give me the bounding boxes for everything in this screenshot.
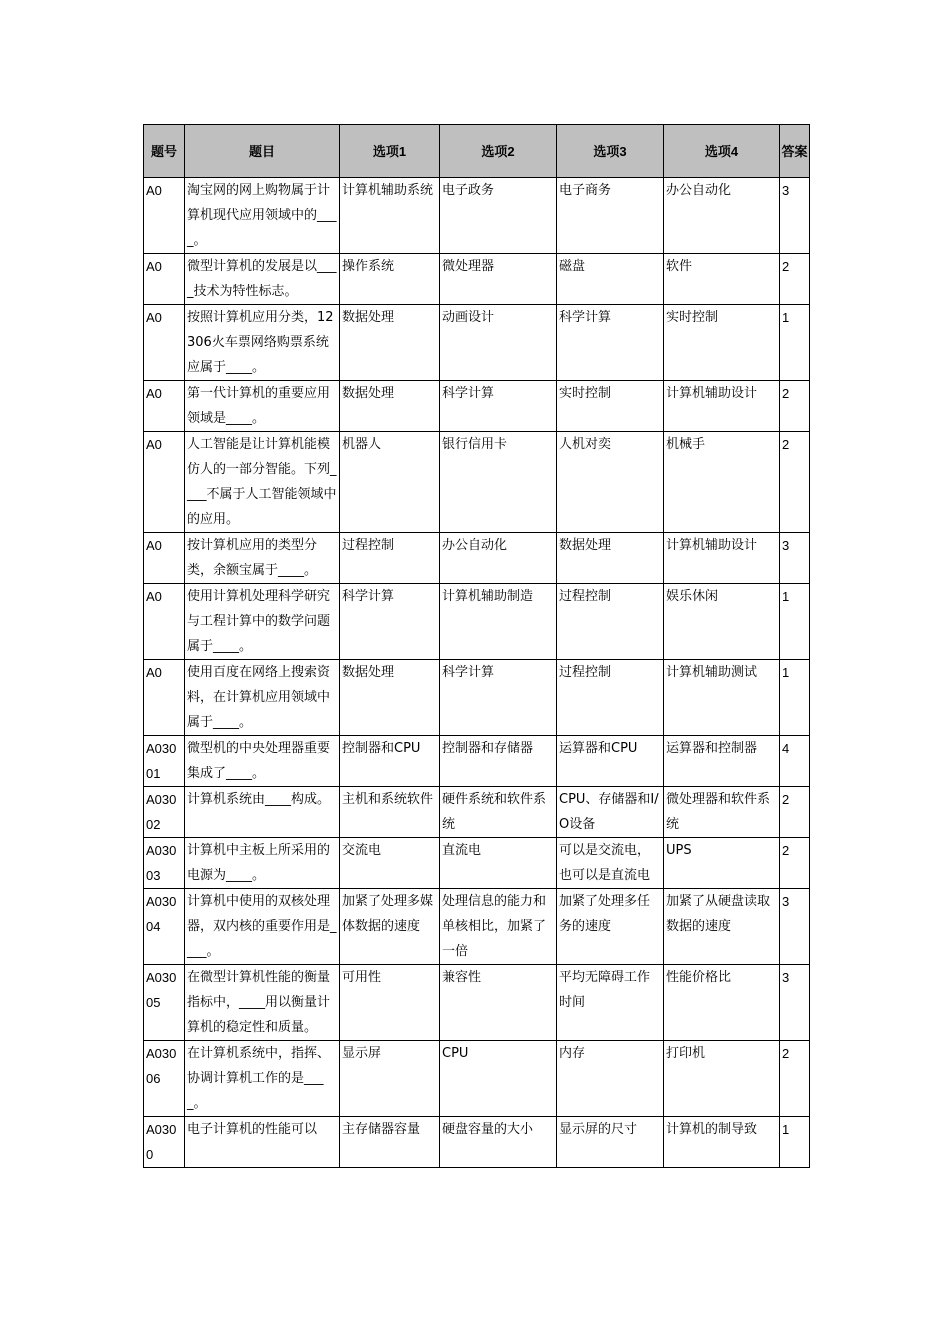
cell-option-2: CPU — [440, 1041, 557, 1117]
cell-id: A0 — [144, 254, 185, 305]
table-row — [144, 254, 810, 305]
cell-answer: 3 — [780, 533, 810, 584]
cell-id: A0 — [144, 533, 185, 584]
cell-option-4: 加紧了从硬盘读取数据的速度 — [664, 889, 780, 965]
cell-option-3: 磁盘 — [557, 254, 664, 305]
cell-answer: 2 — [780, 254, 810, 305]
cell-option-1: 交流电 — [340, 838, 440, 889]
cell-id: A03006 — [144, 1041, 185, 1117]
cell-option-1: 科学计算 — [340, 584, 440, 660]
cell-option-2: 计算机辅助制造 — [440, 584, 557, 660]
cell-answer: 4 — [780, 736, 810, 787]
cell-option-3: 过程控制 — [557, 660, 664, 736]
header-option-4: 选项4 — [664, 125, 780, 178]
cell-question: 使用百度在网络上搜索资料，在计算机应用领域中属于____。 — [185, 660, 340, 736]
cell-id: A03004 — [144, 889, 185, 965]
cell-option-4: 计算机辅助测试 — [664, 660, 780, 736]
cell-option-2: 直流电 — [440, 838, 557, 889]
table-row — [144, 736, 810, 787]
header-option-2: 选项2 — [440, 125, 557, 178]
table-row — [144, 432, 810, 533]
cell-option-2: 控制器和存储器 — [440, 736, 557, 787]
cell-option-3: CPU、存储器和I/O设备 — [557, 787, 664, 838]
cell-option-2: 硬盘容量的大小 — [440, 1117, 557, 1168]
question-table — [143, 124, 810, 1168]
header-option-3: 选项3 — [557, 125, 664, 178]
cell-question: 第一代计算机的重要应用领域是____。 — [185, 381, 340, 432]
header-answer: 答案 — [780, 125, 810, 178]
cell-question: 按照计算机应用分类，12306火车票网络购票系统应属于____。 — [185, 305, 340, 381]
cell-option-4: 软件 — [664, 254, 780, 305]
table-row — [144, 787, 810, 838]
cell-question: 微型计算机的发展是以____技术为特性标志。 — [185, 254, 340, 305]
cell-option-3: 加紧了处理多任务的速度 — [557, 889, 664, 965]
cell-option-4: 机械手 — [664, 432, 780, 533]
cell-answer: 3 — [780, 178, 810, 254]
cell-option-1: 计算机辅助系统 — [340, 178, 440, 254]
cell-id: A03001 — [144, 736, 185, 787]
cell-answer: 2 — [780, 838, 810, 889]
cell-option-2: 动画设计 — [440, 305, 557, 381]
cell-answer: 2 — [780, 432, 810, 533]
cell-question: 微型机的中央处理器重要集成了____。 — [185, 736, 340, 787]
cell-answer: 3 — [780, 889, 810, 965]
cell-option-4: 计算机辅助设计 — [664, 381, 780, 432]
cell-option-2: 微处理器 — [440, 254, 557, 305]
cell-id: A0 — [144, 660, 185, 736]
cell-answer: 1 — [780, 1117, 810, 1168]
cell-option-2: 科学计算 — [440, 660, 557, 736]
cell-option-3: 电子商务 — [557, 178, 664, 254]
cell-option-2: 科学计算 — [440, 381, 557, 432]
cell-option-1: 过程控制 — [340, 533, 440, 584]
cell-option-4: 办公自动化 — [664, 178, 780, 254]
cell-answer: 2 — [780, 381, 810, 432]
table-row — [144, 381, 810, 432]
table-row — [144, 584, 810, 660]
cell-option-2: 兼容性 — [440, 965, 557, 1041]
cell-option-1: 机器人 — [340, 432, 440, 533]
cell-question: 计算机中使用的双核处理器，双内核的重要作用是____。 — [185, 889, 340, 965]
cell-answer: 1 — [780, 305, 810, 381]
cell-option-3: 科学计算 — [557, 305, 664, 381]
cell-option-1: 数据处理 — [340, 305, 440, 381]
cell-option-1: 数据处理 — [340, 381, 440, 432]
cell-option-3: 可以是交流电，也可以是直流电 — [557, 838, 664, 889]
cell-option-4: 计算机辅助设计 — [664, 533, 780, 584]
cell-option-4: 计算机的制导致 — [664, 1117, 780, 1168]
cell-option-3: 过程控制 — [557, 584, 664, 660]
cell-option-4: 微处理器和软件系统 — [664, 787, 780, 838]
cell-option-4: 实时控制 — [664, 305, 780, 381]
cell-option-1: 加紧了处理多媒体数据的速度 — [340, 889, 440, 965]
cell-answer: 2 — [780, 1041, 810, 1117]
cell-question: 按计算机应用的类型分类，余额宝属于____。 — [185, 533, 340, 584]
cell-id: A0 — [144, 381, 185, 432]
cell-option-4: 打印机 — [664, 1041, 780, 1117]
cell-question: 计算机系统由____构成。 — [185, 787, 340, 838]
table-row — [144, 533, 810, 584]
table-header-row — [144, 125, 810, 178]
cell-option-2: 处理信息的能力和单核相比，加紧了一倍 — [440, 889, 557, 965]
cell-question: 使用计算机处理科学研究与工程计算中的数学问题属于____。 — [185, 584, 340, 660]
cell-question: 电子计算机的性能可以 — [185, 1117, 340, 1168]
header-question: 题目 — [185, 125, 340, 178]
cell-id: A03002 — [144, 787, 185, 838]
cell-option-3: 数据处理 — [557, 533, 664, 584]
cell-option-2: 硬件系统和软件系统 — [440, 787, 557, 838]
cell-option-4: 娱乐休闲 — [664, 584, 780, 660]
cell-option-4: 性能价格比 — [664, 965, 780, 1041]
cell-option-4: UPS — [664, 838, 780, 889]
cell-question: 在微型计算机性能的衡量指标中，____用以衡量计算机的稳定性和质量。 — [185, 965, 340, 1041]
cell-id: A03003 — [144, 838, 185, 889]
cell-option-1: 显示屏 — [340, 1041, 440, 1117]
cell-option-2: 银行信用卡 — [440, 432, 557, 533]
cell-id: A0300 — [144, 1117, 185, 1168]
table-row — [144, 965, 810, 1041]
cell-question: 在计算机系统中，指挥、协调计算机工作的是____。 — [185, 1041, 340, 1117]
cell-id: A0 — [144, 305, 185, 381]
cell-id: A03005 — [144, 965, 185, 1041]
header-option-1: 选项1 — [340, 125, 440, 178]
table-row — [144, 660, 810, 736]
cell-option-3: 人机对奕 — [557, 432, 664, 533]
cell-answer: 2 — [780, 787, 810, 838]
cell-option-3: 实时控制 — [557, 381, 664, 432]
cell-option-3: 运算器和CPU — [557, 736, 664, 787]
cell-answer: 1 — [780, 584, 810, 660]
cell-question: 计算机中主板上所采用的电源为____。 — [185, 838, 340, 889]
cell-option-2: 电子政务 — [440, 178, 557, 254]
cell-answer: 3 — [780, 965, 810, 1041]
table-row — [144, 305, 810, 381]
header-id: 题号 — [144, 125, 185, 178]
cell-option-3: 显示屏的尺寸 — [557, 1117, 664, 1168]
cell-id: A0 — [144, 178, 185, 254]
cell-option-1: 主机和系统软件 — [340, 787, 440, 838]
cell-option-2: 办公自动化 — [440, 533, 557, 584]
cell-option-3: 平均无障碍工作时间 — [557, 965, 664, 1041]
cell-option-1: 数据处理 — [340, 660, 440, 736]
cell-id: A0 — [144, 432, 185, 533]
cell-question: 人工智能是让计算机能模仿人的一部分智能。下列____不属于人工智能领域中的应用。 — [185, 432, 340, 533]
cell-answer: 1 — [780, 660, 810, 736]
cell-option-1: 主存储器容量 — [340, 1117, 440, 1168]
cell-question: 淘宝网的网上购物属于计算机现代应用领域中的____。 — [185, 178, 340, 254]
cell-option-3: 内存 — [557, 1041, 664, 1117]
cell-option-1: 操作系统 — [340, 254, 440, 305]
table-row — [144, 838, 810, 889]
table-row — [144, 889, 810, 965]
cell-option-1: 可用性 — [340, 965, 440, 1041]
cell-option-1: 控制器和CPU — [340, 736, 440, 787]
table-row — [144, 1117, 810, 1168]
table-row — [144, 1041, 810, 1117]
cell-id: A0 — [144, 584, 185, 660]
table-row — [144, 178, 810, 254]
cell-option-4: 运算器和控制器 — [664, 736, 780, 787]
